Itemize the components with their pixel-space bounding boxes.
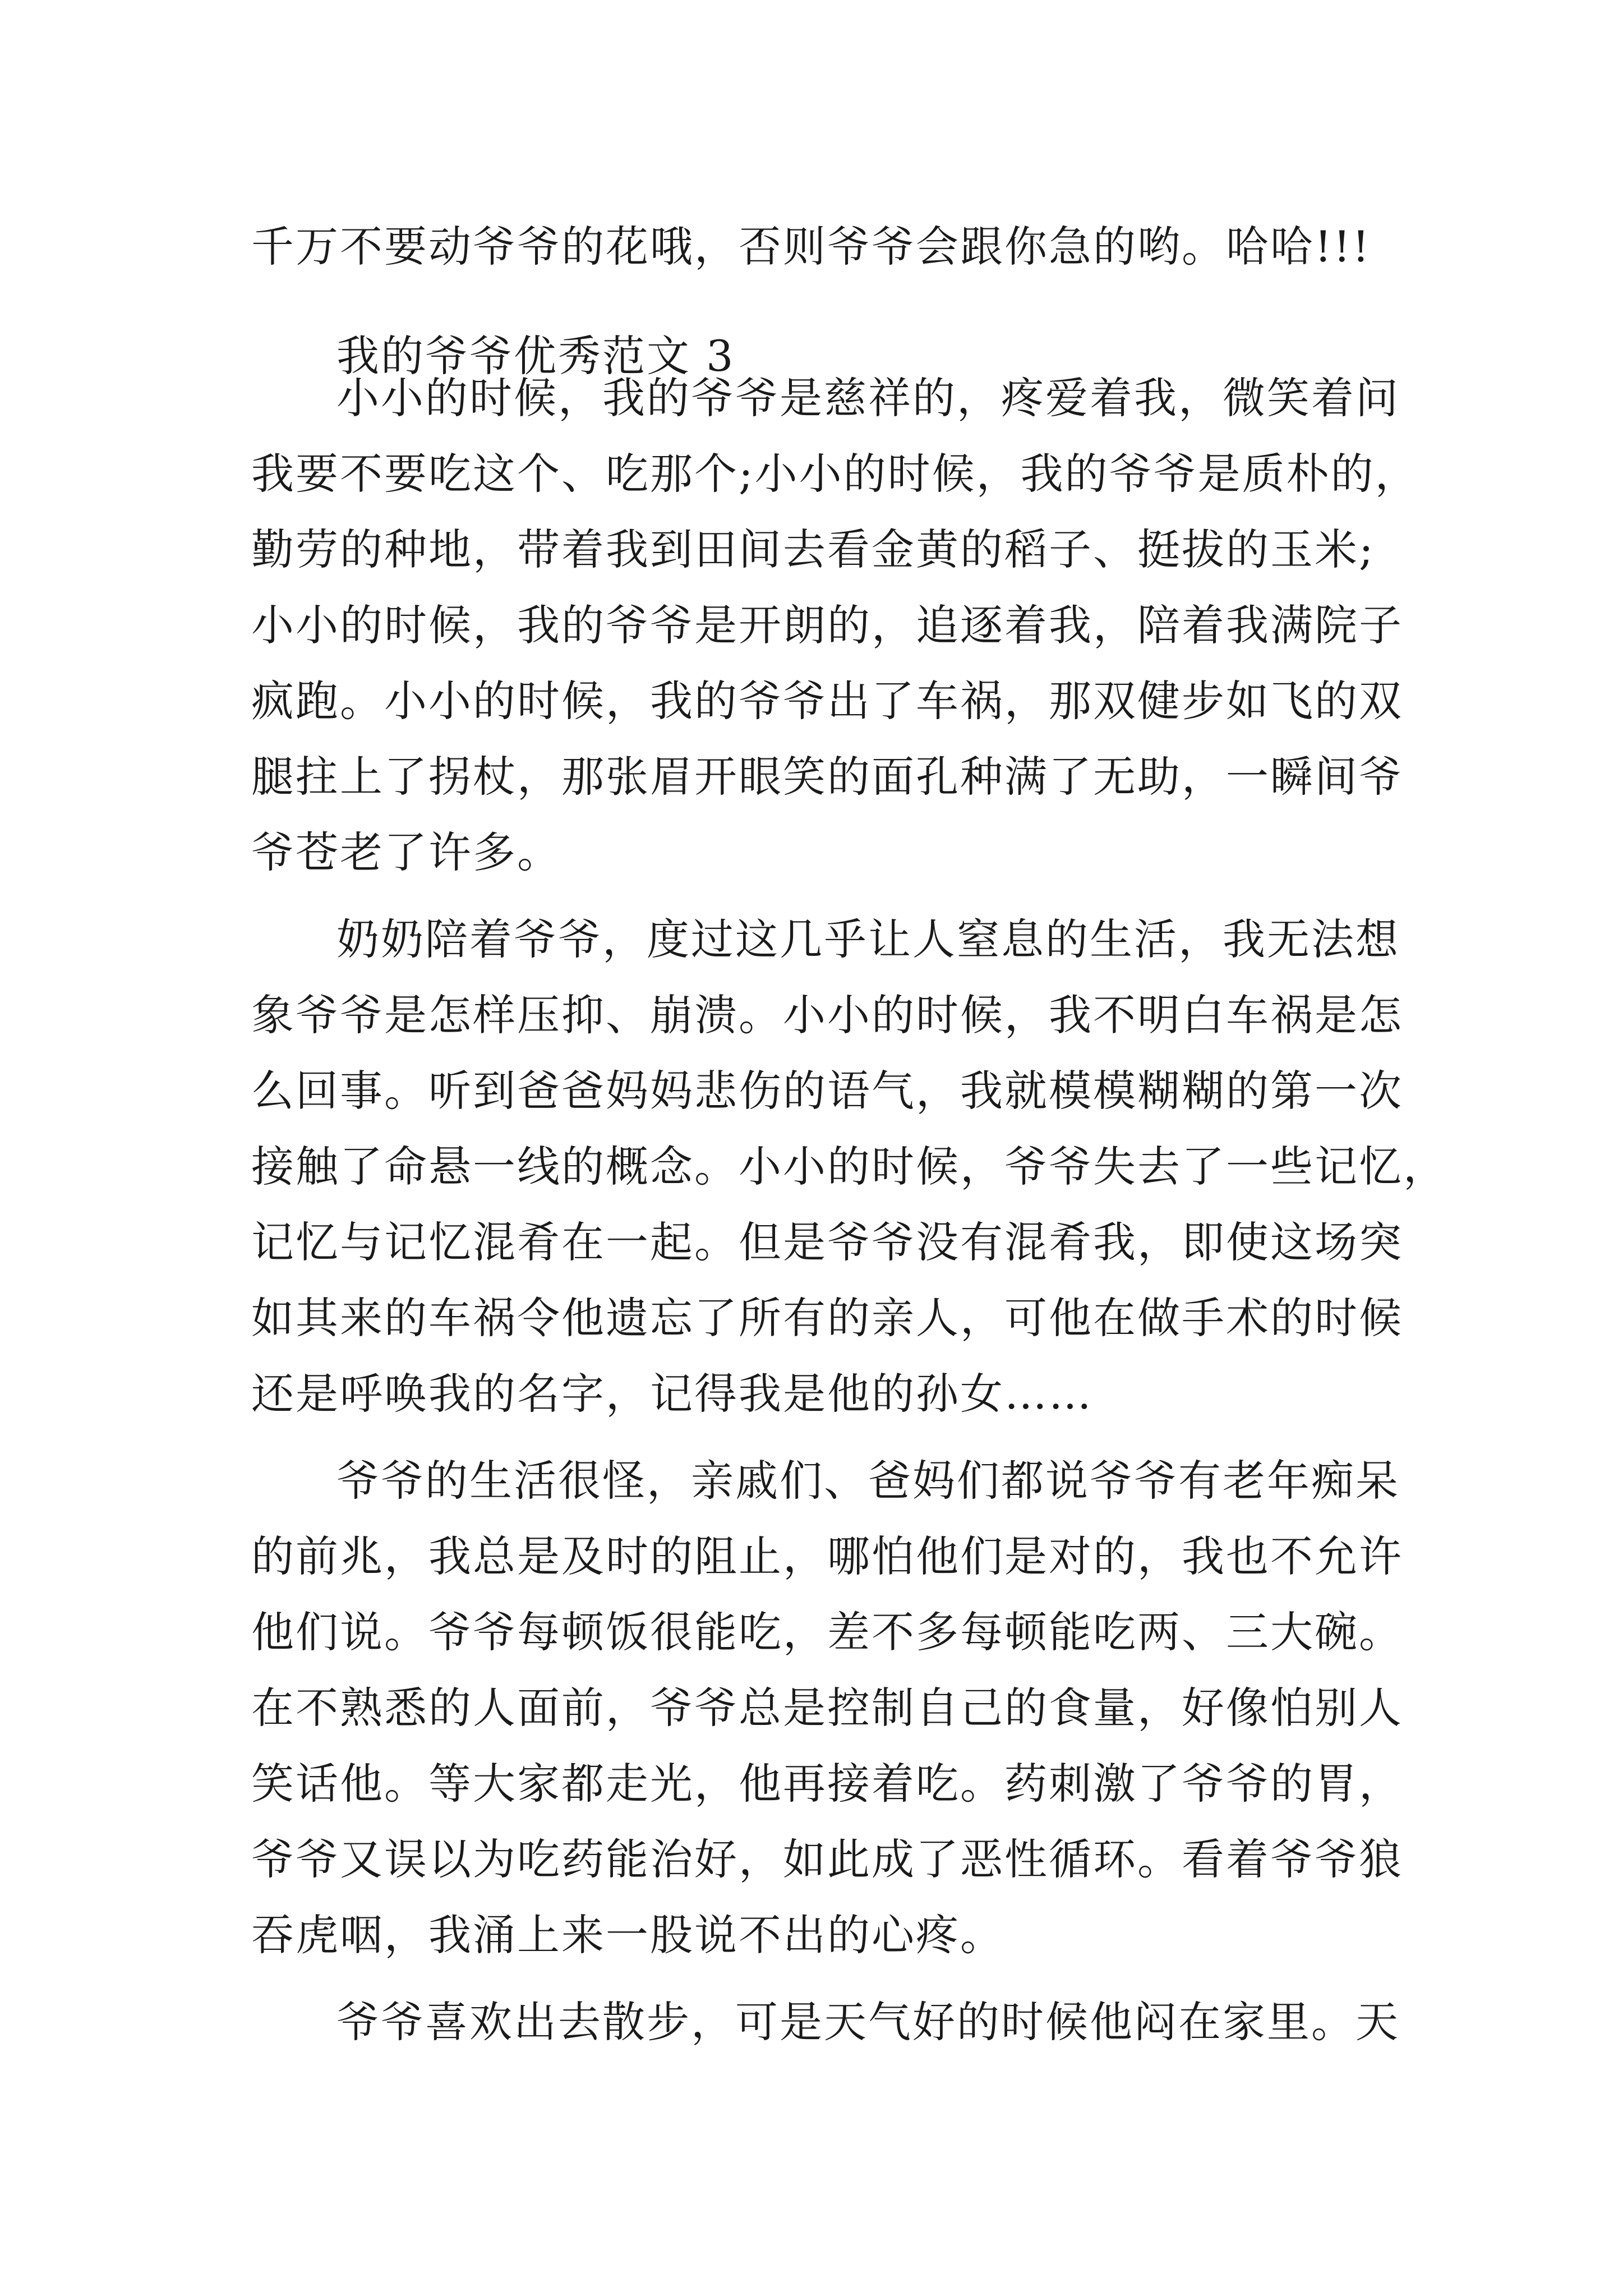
text-line: 我要不要吃这个、吃那个;小小的时候，我的爷爷是质朴的， [251,449,1419,499]
text-line: 还是呼唤我的名字，记得我是他的孙女…… [251,1369,1093,1419]
text-line: 他们说。爷爷每顿饭很能吃，差不多每顿能吃两、三大碗。 [251,1607,1403,1657]
text-line: 小小的时候，我的爷爷是开朗的，追逐着我，陪着我满院子 [251,600,1403,650]
text-line: 接触了命悬一线的概念。小小的时候，爷爷失去了一些记忆， [251,1142,1447,1191]
text-line: 千万不要动爷爷的花哦，否则爷爷会跟你急的哟。哈哈!!! [251,222,1371,272]
text-line: 疯跑。小小的时候，我的爷爷出了车祸，那双健步如飞的双 [251,676,1403,726]
text-line: 的前兆，我总是及时的阻止，哪怕他们是对的，我也不允许 [251,1531,1403,1581]
text-line: 勤劳的种地，带着我到田间去看金黄的稻子、挺拔的玉米; [251,524,1375,574]
text-line: 爷苍老了许多。 [251,827,561,877]
text-line: 吞虎咽，我涌上来一股说不出的心疼。 [251,1910,1004,1960]
text-line: 么回事。听到爸爸妈妈悲伤的语气，我就模模糊糊的第一次 [251,1066,1403,1116]
text-line: 如其来的车祸令他遗忘了所有的亲人，可他在做手术的时候 [251,1293,1403,1343]
text-line: 小小的时候，我的爷爷是慈祥的，疼爱着我，微笑着问 [336,373,1400,423]
text-line: 在不熟悉的人面前，爷爷总是控制自己的食量，好像怕别人 [251,1683,1403,1733]
text-line: 象爷爷是怎样压抑、崩溃。小小的时候，我不明白车祸是怎 [251,990,1403,1040]
section-heading: 我的爷爷优秀范文 3 [336,331,735,381]
text-line: 爷爷的生活很怪，亲戚们、爸妈们都说爷爷有老年痴呆 [336,1456,1400,1506]
text-line: 爷爷喜欢出去散步，可是天气好的时候他闷在家里。天 [336,1997,1400,2047]
text-line: 爷爷又误以为吃药能治好，如此成了恶性循环。看着爷爷狼 [251,1834,1403,1884]
text-line: 笑话他。等大家都走光，他再接着吃。药刺激了爷爷的胃， [251,1759,1403,1809]
text-line: 腿拄上了拐杖，那张眉开眼笑的面孔种满了无助，一瞬间爷 [251,752,1403,802]
text-line: 奶奶陪着爷爷，度过这几乎让人窒息的生活，我无法想 [336,914,1400,964]
text-line: 记忆与记忆混肴在一起。但是爷爷没有混肴我，即使这场突 [251,1217,1403,1267]
